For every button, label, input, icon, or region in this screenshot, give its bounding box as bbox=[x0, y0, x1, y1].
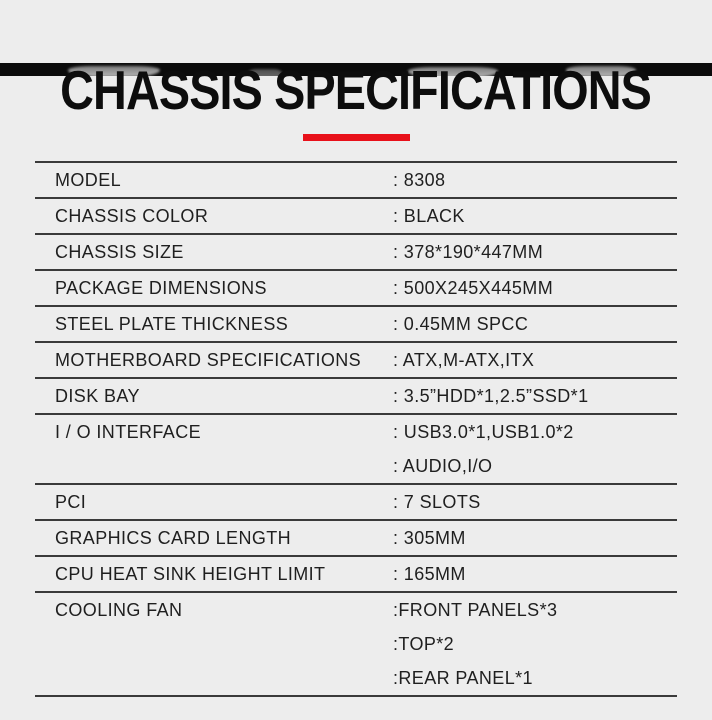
spec-label: STEEL PLATE THICKNESS bbox=[55, 314, 289, 334]
spec-values bbox=[393, 235, 677, 269]
spec-value: : ATX,M-ATX,ITX bbox=[393, 350, 535, 370]
spec-value: : 8308 bbox=[393, 170, 446, 190]
table-row bbox=[35, 591, 677, 695]
table-row bbox=[35, 483, 677, 519]
spec-values bbox=[393, 521, 677, 555]
spec-label: CPU HEAT SINK HEIGHT LIMIT bbox=[55, 564, 326, 584]
table-row bbox=[35, 161, 677, 197]
table-row bbox=[35, 555, 677, 591]
spec-label: GRAPHICS CARD LENGTH bbox=[55, 528, 292, 548]
table-row bbox=[35, 305, 677, 341]
page-title: CHASSIS SPECIFICATIONS bbox=[60, 59, 652, 121]
spec-label: CHASSIS COLOR bbox=[55, 206, 209, 226]
table-row bbox=[35, 269, 677, 305]
spec-values bbox=[393, 379, 677, 413]
spec-values bbox=[393, 557, 677, 591]
spec-label: I / O INTERFACE bbox=[55, 422, 202, 442]
spec-label: PACKAGE DIMENSIONS bbox=[55, 278, 267, 298]
title-underline-accent bbox=[303, 134, 410, 141]
spec-label: PCI bbox=[55, 492, 87, 512]
spec-values bbox=[393, 485, 677, 519]
title-block bbox=[0, 59, 712, 121]
spec-label: MODEL bbox=[55, 170, 122, 190]
spec-value: : USB3.0*1,USB1.0*2 bbox=[393, 422, 574, 442]
spec-values bbox=[393, 593, 677, 695]
spec-values bbox=[393, 271, 677, 305]
spec-value: : 378*190*447MM bbox=[393, 242, 544, 262]
table-row bbox=[35, 377, 677, 413]
spec-value: : 305MM bbox=[393, 528, 466, 548]
spec-value: : AUDIO,I/O bbox=[393, 456, 493, 476]
spec-values bbox=[393, 343, 677, 377]
table-row bbox=[35, 341, 677, 377]
spec-value: : 7 SLOTS bbox=[393, 492, 481, 512]
spec-value: :TOP*2 bbox=[393, 634, 455, 654]
spec-table bbox=[35, 161, 677, 697]
spec-value: : 165MM bbox=[393, 564, 466, 584]
spec-value: : 500X245X445MM bbox=[393, 278, 554, 298]
spec-label: CHASSIS SIZE bbox=[55, 242, 184, 262]
spec-value: :REAR PANEL*1 bbox=[393, 668, 533, 688]
spec-values bbox=[393, 415, 677, 483]
spec-value: : BLACK bbox=[393, 206, 465, 226]
spec-value: :FRONT PANELS*3 bbox=[393, 600, 558, 620]
table-row bbox=[35, 519, 677, 555]
spec-label: DISK BAY bbox=[55, 386, 140, 406]
spec-values bbox=[393, 307, 677, 341]
spec-value: : 0.45MM SPCC bbox=[393, 314, 529, 334]
spec-label: COOLING FAN bbox=[55, 600, 183, 620]
spec-label: MOTHERBOARD SPECIFICATIONS bbox=[55, 350, 362, 370]
spec-values bbox=[393, 199, 677, 233]
table-row bbox=[35, 197, 677, 233]
table-row bbox=[35, 233, 677, 269]
spec-values bbox=[393, 163, 677, 197]
spec-value: : 3.5”HDD*1,2.5”SSD*1 bbox=[393, 386, 589, 406]
table-row bbox=[35, 413, 677, 483]
